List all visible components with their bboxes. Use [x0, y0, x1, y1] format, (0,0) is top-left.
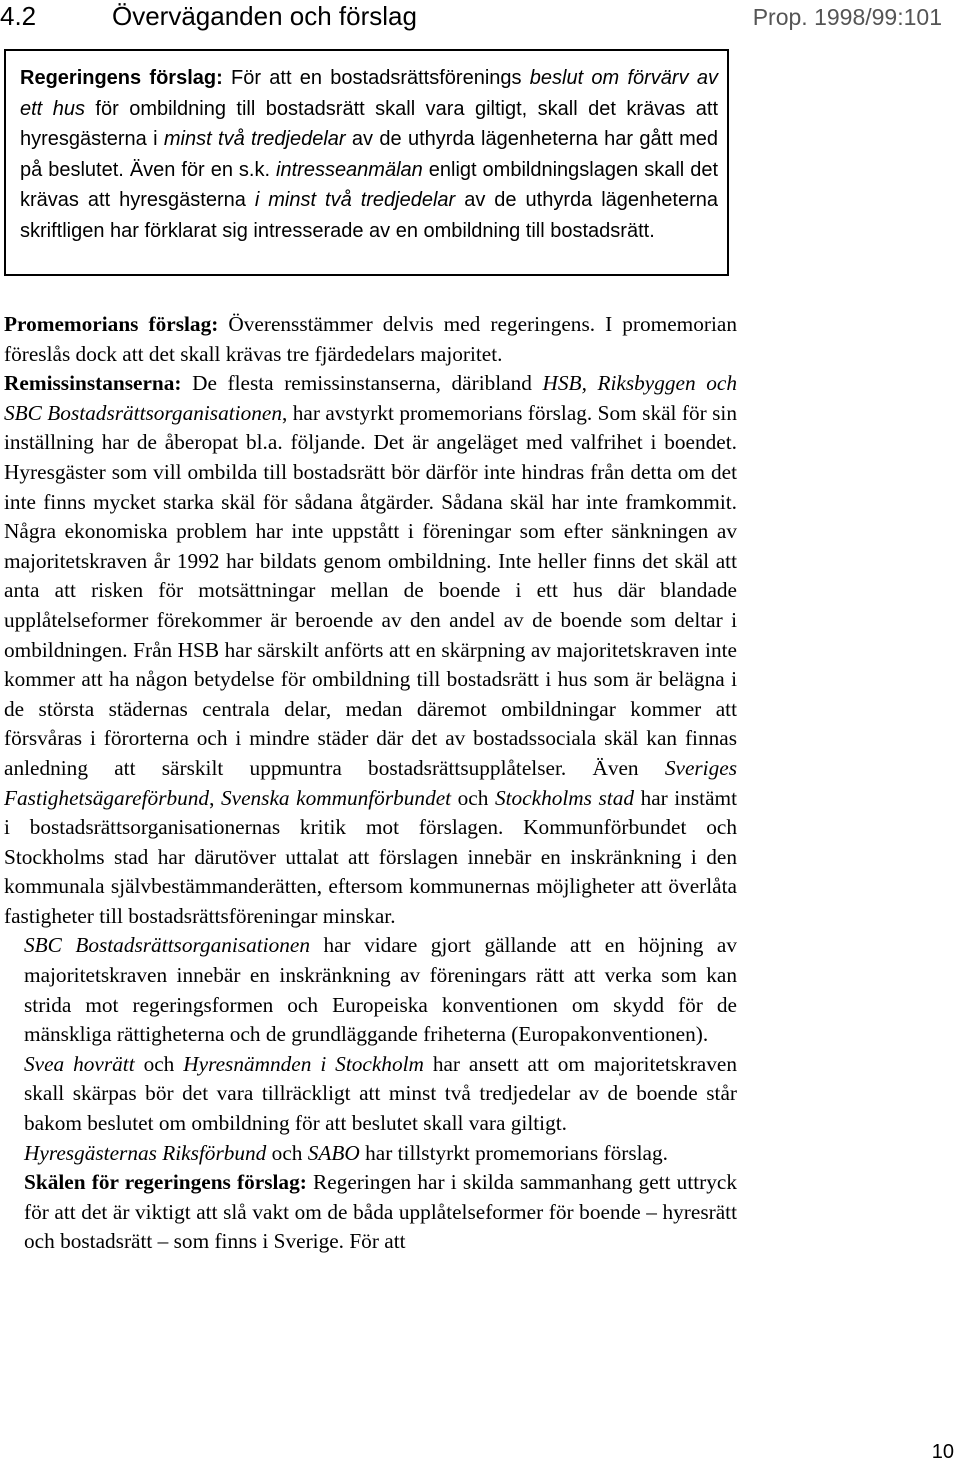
- paragraph-remissinstanserna: [4, 369, 737, 931]
- promemoria-label: Promemorians förslag:: [4, 312, 219, 336]
- proposal-emphasis: beslut om förvärv av ett hus: [20, 67, 718, 120]
- proposal-text: enligt ombildningslagen skall det krävas att hyresgästerna: [20, 158, 718, 212]
- proposal-text: av de uthyrda lägenheterna har gått med på beslutet. Även för en s.k.: [20, 128, 719, 181]
- paragraph-text: och: [451, 785, 495, 810]
- paragraph-text: De flesta remissinstanserna, däribland: [181, 371, 543, 396]
- paragraph-text: Regeringen har i skilda sammanhang gett uttryck för att det är viktigt att slå vakt om de båda upplåtelseformer för boende – hyresrätt och bostadsrätt – som finns i Sverige. För att: [24, 1170, 738, 1254]
- proposal-text: för ombildning till bostadsrätt skall vara giltigt, skall det krävas att hyresgästerna i: [20, 97, 719, 151]
- organisation-name: Svea hovrätt: [24, 1051, 135, 1076]
- organisation-name: Hyresgästernas Riksförbund: [24, 1140, 267, 1165]
- skalen-label: Skälen för regeringens förslag:: [24, 1170, 307, 1195]
- organisation-name: Stockholms stad: [494, 785, 635, 810]
- paragraph-text: Överensstämmer delvis med regeringens. I promemorian föreslås dock att det skall krävas tre fjärdedelars majoritet.: [4, 312, 737, 366]
- paragraph-text: och: [134, 1051, 184, 1076]
- paragraph-skalen: [4, 1168, 737, 1257]
- organisation-name: Sveriges Fastighetsägareförbund: [4, 755, 737, 810]
- proposal-text: För att en bostadsrättsförenings: [222, 67, 530, 89]
- proposal-box-text: [20, 63, 718, 247]
- paragraph-hyresgasternas: [4, 1139, 737, 1169]
- paragraph-text: har ansett att om majoritetskraven skall skärpas bör det vara tillräckligt att minst två tredjedelar av de boende står bakom beslutet om ombildning för att beslutet skall vara giltigt.: [24, 1051, 737, 1136]
- organisation-name: Svenska kommunförbundet: [220, 785, 452, 810]
- paragraph-text: har instämt i bostadsrättsorganisationernas kritik mot förslagen. Kommunförbundet och Stockholms stad har därutöver uttalat att förslagen innebär en inskränkning i den kommunala självbestämmanderätten, eftersom kommunernas möjligheter att överlåta fastigheter till bostadsrättsföreningar minskar.: [4, 785, 738, 928]
- body-text: [4, 310, 737, 1257]
- organisation-name: SBC Bostadsrättsorganisationen: [24, 933, 310, 958]
- paragraph-text: har tillstyrkt promemorians förslag.: [359, 1140, 668, 1165]
- paragraph-text: ,: [209, 785, 221, 810]
- paragraph-text: , har avstyrkt promemorians förslag. Som skäl för sin inställning har de åberopat bl.a. följande. Det är angeläget med valfrihet i boendet. Hyresgäster som vill ombilda till bostadsrätt bör därför inte hindras från detta om det inte finns mycket starka skäl för sådana åtgärder. Sådana skäl har inte framkommit. Några ekonomiska problem har inte uppstått i föreningar som efter sänkningen av majoritetskraven år 1992 har bildats genom ombildning. Inte heller finns det skäl att anta att risken för motsättningar mellan de boende i ett hus där blandade upplåtelseformer förekommer är beroende av den andel av de boende som deltar i ombildningen. Från HSB har särskilt anförts att en skärpning av majoritetskraven inte kommer att ha någon betydelse för ombildning till bostadsrätt i hus som är belägna i de största städernas centrala delar, medan däremot ombildningar kommer att försvåras i förorterna och i mindre städer där det av bostadssociala skäl kan finnas anledning att särskilt uppmuntra bostadsrättsupplåtelser. Även: [4, 400, 737, 780]
- paragraph-promemoria: [4, 310, 737, 369]
- proposal-label: Regeringens förslag:: [20, 67, 223, 89]
- paragraph-text: och: [266, 1140, 308, 1165]
- proposal-emphasis: i minst två tredjedelar: [254, 189, 456, 212]
- paragraph-sbc: [4, 931, 737, 1049]
- section-title: Överväganden och förslag: [112, 1, 417, 31]
- remiss-label: Remissinstanserna:: [4, 371, 182, 396]
- paragraph-text: har vidare gjort gällande att en höjning av majoritetskraven innebär en inskränkning av föreningars rätt att verka som kan strida mot regeringsformen och Europeiska konventionen om skydd för de mänskliga rättigheterna och de grundläggande friheterna (Europakonventionen).: [24, 933, 737, 1047]
- proposal-text: av de uthyrda lägenheterna skriftligen har förklarat sig intresserade av en ombildning till bostadsrätt.: [20, 189, 719, 242]
- proposal-paragraph: [20, 63, 718, 247]
- section-heading: [0, 0, 417, 32]
- proposition-reference: Prop. 1998/99:101: [752, 4, 942, 30]
- organisation-name: HSB, Riksbyggen och SBC Bostadsrättsorganisationen: [4, 371, 737, 425]
- organisation-name: Hyresnämnden i Stockholm: [183, 1051, 424, 1076]
- proposal-emphasis: intresseanmälan: [276, 158, 423, 181]
- page-number: 10: [931, 1441, 954, 1463]
- organisation-name: SABO: [307, 1140, 360, 1165]
- paragraph-svea-hovratt: [4, 1050, 737, 1139]
- proposal-emphasis: minst två tredjedelar: [163, 128, 346, 151]
- section-number: 4.2: [0, 1, 37, 31]
